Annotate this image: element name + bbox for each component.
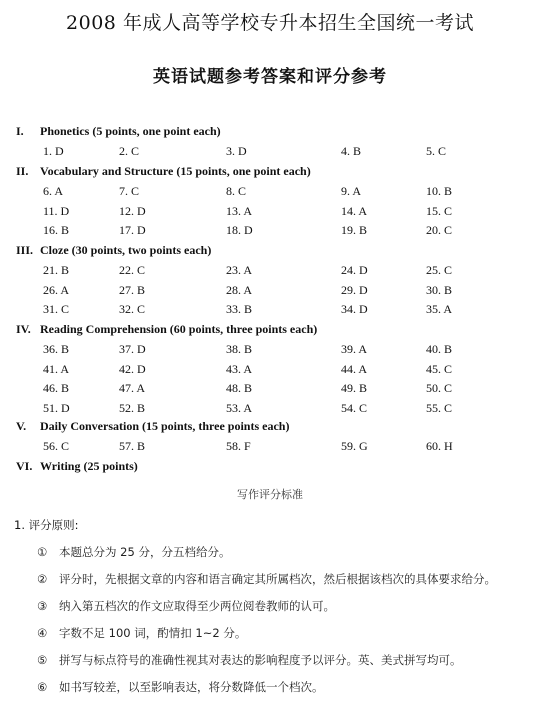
section-heading — [16, 243, 211, 258]
section-number: I. — [16, 124, 24, 138]
answer-item: 42. D — [119, 361, 146, 376]
answer-item: 25. C — [426, 263, 453, 277]
answer-item: 49. B — [341, 381, 368, 395]
answer-item: 58. F — [226, 439, 251, 453]
rule-number: ④ — [37, 626, 48, 640]
answer-item: 24. D — [341, 263, 368, 277]
answer-item: 26. A — [43, 282, 70, 297]
answer-item: 54. C — [341, 400, 368, 415]
rule-text: 纳入第五档次的作文应取得至少两位阅卷教师的认可。 — [59, 599, 335, 613]
rule-text: 如书写较差，以至影响表达，将分数降低一个档次。 — [59, 680, 324, 694]
answer-row — [0, 223, 540, 239]
answer-item: 33. B — [226, 302, 253, 316]
scoring-principles-label: 1. 评分原则: — [14, 518, 79, 532]
section-title: Daily Conversation (15 points, three points each) — [40, 419, 290, 433]
answer-item: 31. C — [43, 302, 70, 316]
answer-item: 35. A — [426, 302, 453, 316]
section-number: III. — [16, 243, 34, 257]
rule-text: 评分时，先根据文章的内容和语言确定其所属档次，然后根据该档次的具体要求给分。 — [59, 572, 496, 586]
answer-item: 37. D — [119, 342, 146, 356]
answer-item: 11. D — [43, 203, 70, 218]
writing-criteria-heading: 写作评分标准 — [237, 488, 303, 501]
page-title: 2008 年成人高等学校专升本招生全国统一考试 — [66, 12, 474, 34]
answer-item: 48. B — [226, 381, 253, 395]
scoring-rule — [37, 598, 335, 614]
answer-item: 55. C — [426, 400, 453, 415]
answer-item: 17. D — [119, 223, 146, 237]
answer-row — [0, 401, 540, 417]
answer-item: 2. C — [119, 144, 140, 158]
answer-item: 21. B — [43, 263, 70, 277]
scoring-rule — [37, 544, 230, 560]
answer-row — [0, 184, 540, 200]
answer-item: 29. D — [341, 282, 368, 297]
rule-number: ③ — [37, 599, 48, 613]
answer-item: 34. D — [341, 302, 368, 316]
answer-item: 8. C — [226, 184, 247, 198]
answer-item: 7. C — [119, 184, 140, 198]
answer-item: 13. A — [226, 203, 253, 218]
answer-item: 27. B — [119, 282, 146, 297]
answer-item: 15. C — [426, 203, 453, 218]
answer-item: 10. B — [426, 184, 453, 198]
answer-item: 43. A — [226, 361, 253, 376]
answer-item: 47. A — [119, 381, 146, 395]
answer-item: 6. A — [43, 184, 64, 198]
answer-row — [0, 439, 540, 455]
answer-row — [0, 381, 540, 397]
answer-item: 4. B — [341, 144, 362, 158]
answer-item: 16. B — [43, 223, 70, 237]
answer-row — [0, 283, 540, 299]
section-title: Reading Comprehension (60 points, three points each) — [40, 322, 318, 336]
answer-item: 3. D — [226, 144, 247, 158]
answer-item: 39. A — [341, 342, 368, 356]
section-title: Vocabulary and Structure (15 points, one point each) — [40, 164, 311, 178]
scoring-rule — [37, 652, 462, 668]
answer-row — [0, 362, 540, 378]
rule-number: ② — [37, 572, 48, 586]
answer-item: 46. B — [43, 381, 70, 395]
page-subtitle: 英语试题参考答案和评分参考 — [153, 67, 387, 87]
answer-row — [0, 204, 540, 220]
answer-item: 32. C — [119, 302, 146, 316]
section-title: Cloze (30 points, two points each) — [40, 243, 212, 257]
section-number: IV. — [16, 322, 31, 336]
answer-item: 40. B — [426, 342, 453, 356]
answer-item: 22. C — [119, 263, 146, 277]
answer-item: 41. A — [43, 361, 70, 376]
section-number: II. — [16, 164, 29, 178]
answer-item: 51. D — [43, 400, 70, 415]
section-number: V. — [16, 419, 27, 433]
answer-item: 53. A — [226, 400, 253, 415]
section-heading — [16, 124, 221, 139]
answer-item: 38. B — [226, 342, 253, 356]
answer-item: 12. D — [119, 203, 146, 218]
answer-row — [0, 263, 540, 279]
answer-item: 59. G — [341, 439, 368, 453]
section-number: VI. — [16, 459, 33, 473]
answer-item: 19. B — [341, 223, 368, 237]
rule-number: ① — [37, 545, 48, 559]
answer-item: 18. D — [226, 223, 253, 237]
answer-item: 9. A — [341, 184, 362, 198]
answer-item: 57. B — [119, 439, 146, 453]
answer-item: 44. A — [341, 361, 368, 376]
answer-item: 28. A — [226, 282, 253, 297]
answer-item: 30. B — [426, 282, 453, 297]
answer-item: 60. H — [426, 439, 453, 453]
section-heading — [16, 322, 317, 337]
section-heading — [16, 459, 138, 474]
rule-text: 本题总分为 25 分，分五档给分。 — [59, 545, 231, 559]
answer-row — [0, 144, 540, 160]
answer-item: 23. A — [226, 263, 253, 277]
answer-item: 5. C — [426, 144, 447, 158]
rule-number: ⑤ — [37, 653, 48, 667]
rule-number: ⑥ — [37, 680, 48, 694]
section-heading — [16, 164, 311, 179]
answer-item: 1. D — [43, 144, 64, 158]
section-title: Phonetics (5 points, one point each) — [40, 124, 221, 138]
answer-row — [0, 302, 540, 318]
answer-item: 52. B — [119, 400, 146, 415]
answer-item: 45. C — [426, 361, 453, 376]
answer-row — [0, 342, 540, 358]
rule-text: 字数不足 100 词，酌情扣 1~2 分。 — [59, 626, 247, 640]
answer-item: 36. B — [43, 342, 70, 356]
section-heading — [16, 419, 289, 434]
answer-item: 50. C — [426, 381, 453, 395]
section-title: Writing (25 points) — [40, 459, 138, 473]
rule-text: 拼写与标点符号的准确性视其对表达的影响程度予以评分。英、美式拼写均可。 — [59, 653, 462, 667]
scoring-rule — [37, 571, 496, 587]
scoring-rule — [37, 625, 246, 641]
answer-item: 56. C — [43, 439, 70, 453]
answer-item: 14. A — [341, 203, 368, 218]
scoring-rule — [37, 679, 324, 695]
answer-item: 20. C — [426, 223, 453, 237]
